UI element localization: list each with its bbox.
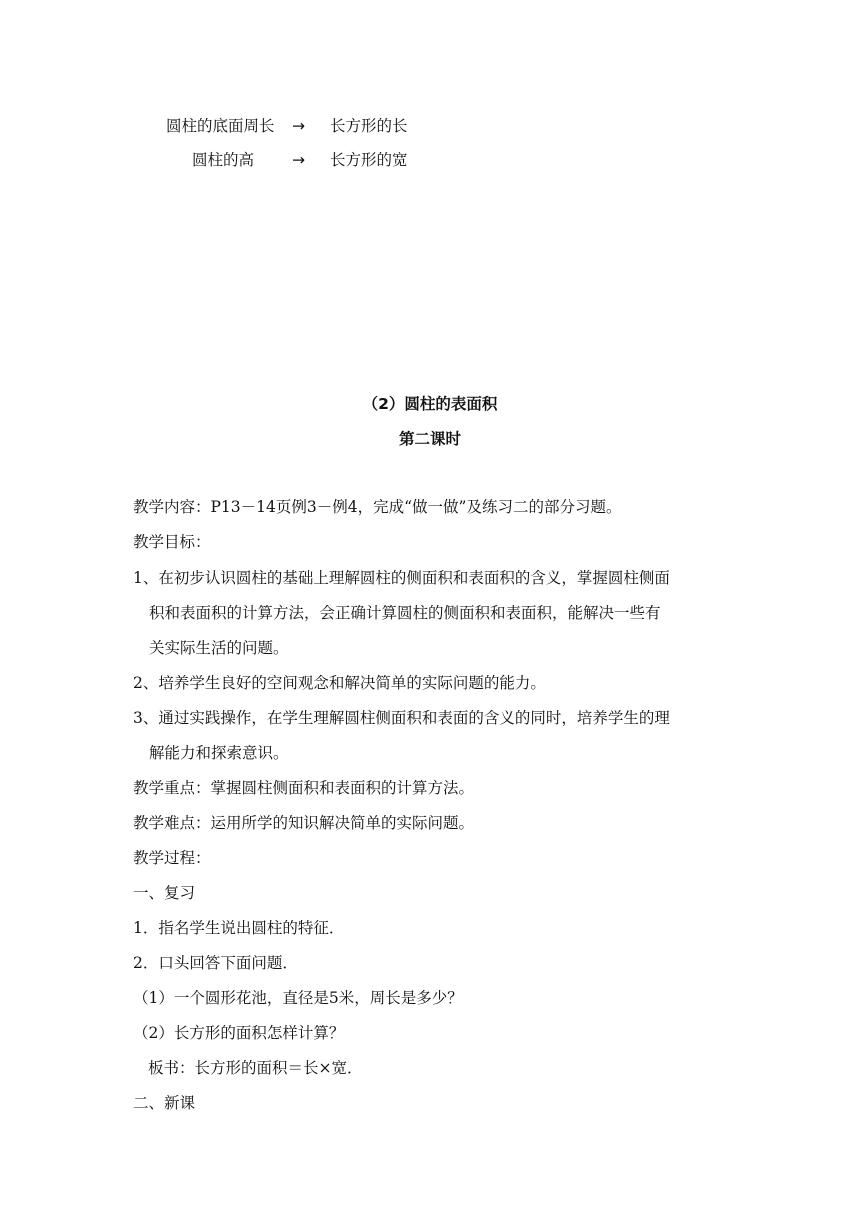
goals-label: 教学目标： bbox=[133, 533, 211, 551]
review-heading: 一、复习 bbox=[133, 884, 196, 902]
mapping-row2-right: 长方形的宽 bbox=[330, 151, 408, 169]
review-item-1: 1．指名学生说出圆柱的特征． bbox=[133, 919, 345, 937]
goal-1-line-2: 积和表面积的计算方法，会正确计算圆柱的侧面积和表面积，能解决一些有 bbox=[149, 604, 661, 622]
arrow-icon: → bbox=[292, 117, 305, 135]
goal-1-line-1: 1、在初步认识圆柱的基础上理解圆柱的侧面积和表面积的含义，掌握圆柱侧面 bbox=[133, 569, 670, 587]
mapping-row1-right: 长方形的长 bbox=[330, 117, 408, 135]
teaching-content: 教学内容：P13－14页例3－例4，完成“做一做”及练习二的部分习题。 bbox=[133, 498, 622, 516]
arrow-icon: → bbox=[292, 151, 305, 169]
new-lesson-heading: 二、新课 bbox=[133, 1094, 196, 1112]
section-title: （2）圆柱的表面积 bbox=[362, 395, 498, 413]
question-2: （2）长方形的面积怎样计算？ bbox=[133, 1024, 345, 1042]
board-note: 板书：长方形的面积＝长×宽． bbox=[148, 1059, 363, 1077]
mapping-row2-left: 圆柱的高 bbox=[192, 151, 255, 169]
key-point: 教学重点：掌握圆柱侧面积和表面积的计算方法。 bbox=[133, 779, 475, 797]
question-1: （1）一个圆形花池，直径是5米，周长是多少？ bbox=[133, 989, 463, 1007]
mapping-row1-left: 圆柱的底面周长 bbox=[166, 117, 275, 135]
process-label: 教学过程： bbox=[133, 849, 211, 867]
review-item-2: 2．口头回答下面问题． bbox=[133, 954, 298, 972]
goal-2: 2、培养学生良好的空间观念和解决简单的实际问题的能力。 bbox=[133, 674, 546, 692]
difficulty: 教学难点：运用所学的知识解决简单的实际问题。 bbox=[133, 814, 475, 832]
goal-3-line-1: 3、通过实践操作，在学生理解圆柱侧面积和表面的含义的同时，培养学生的理 bbox=[133, 709, 670, 727]
goal-3-line-2: 解能力和探索意识。 bbox=[149, 744, 289, 762]
lesson-subtitle: 第二课时 bbox=[398, 430, 461, 448]
goal-1-line-3: 关实际生活的问题。 bbox=[149, 639, 289, 657]
